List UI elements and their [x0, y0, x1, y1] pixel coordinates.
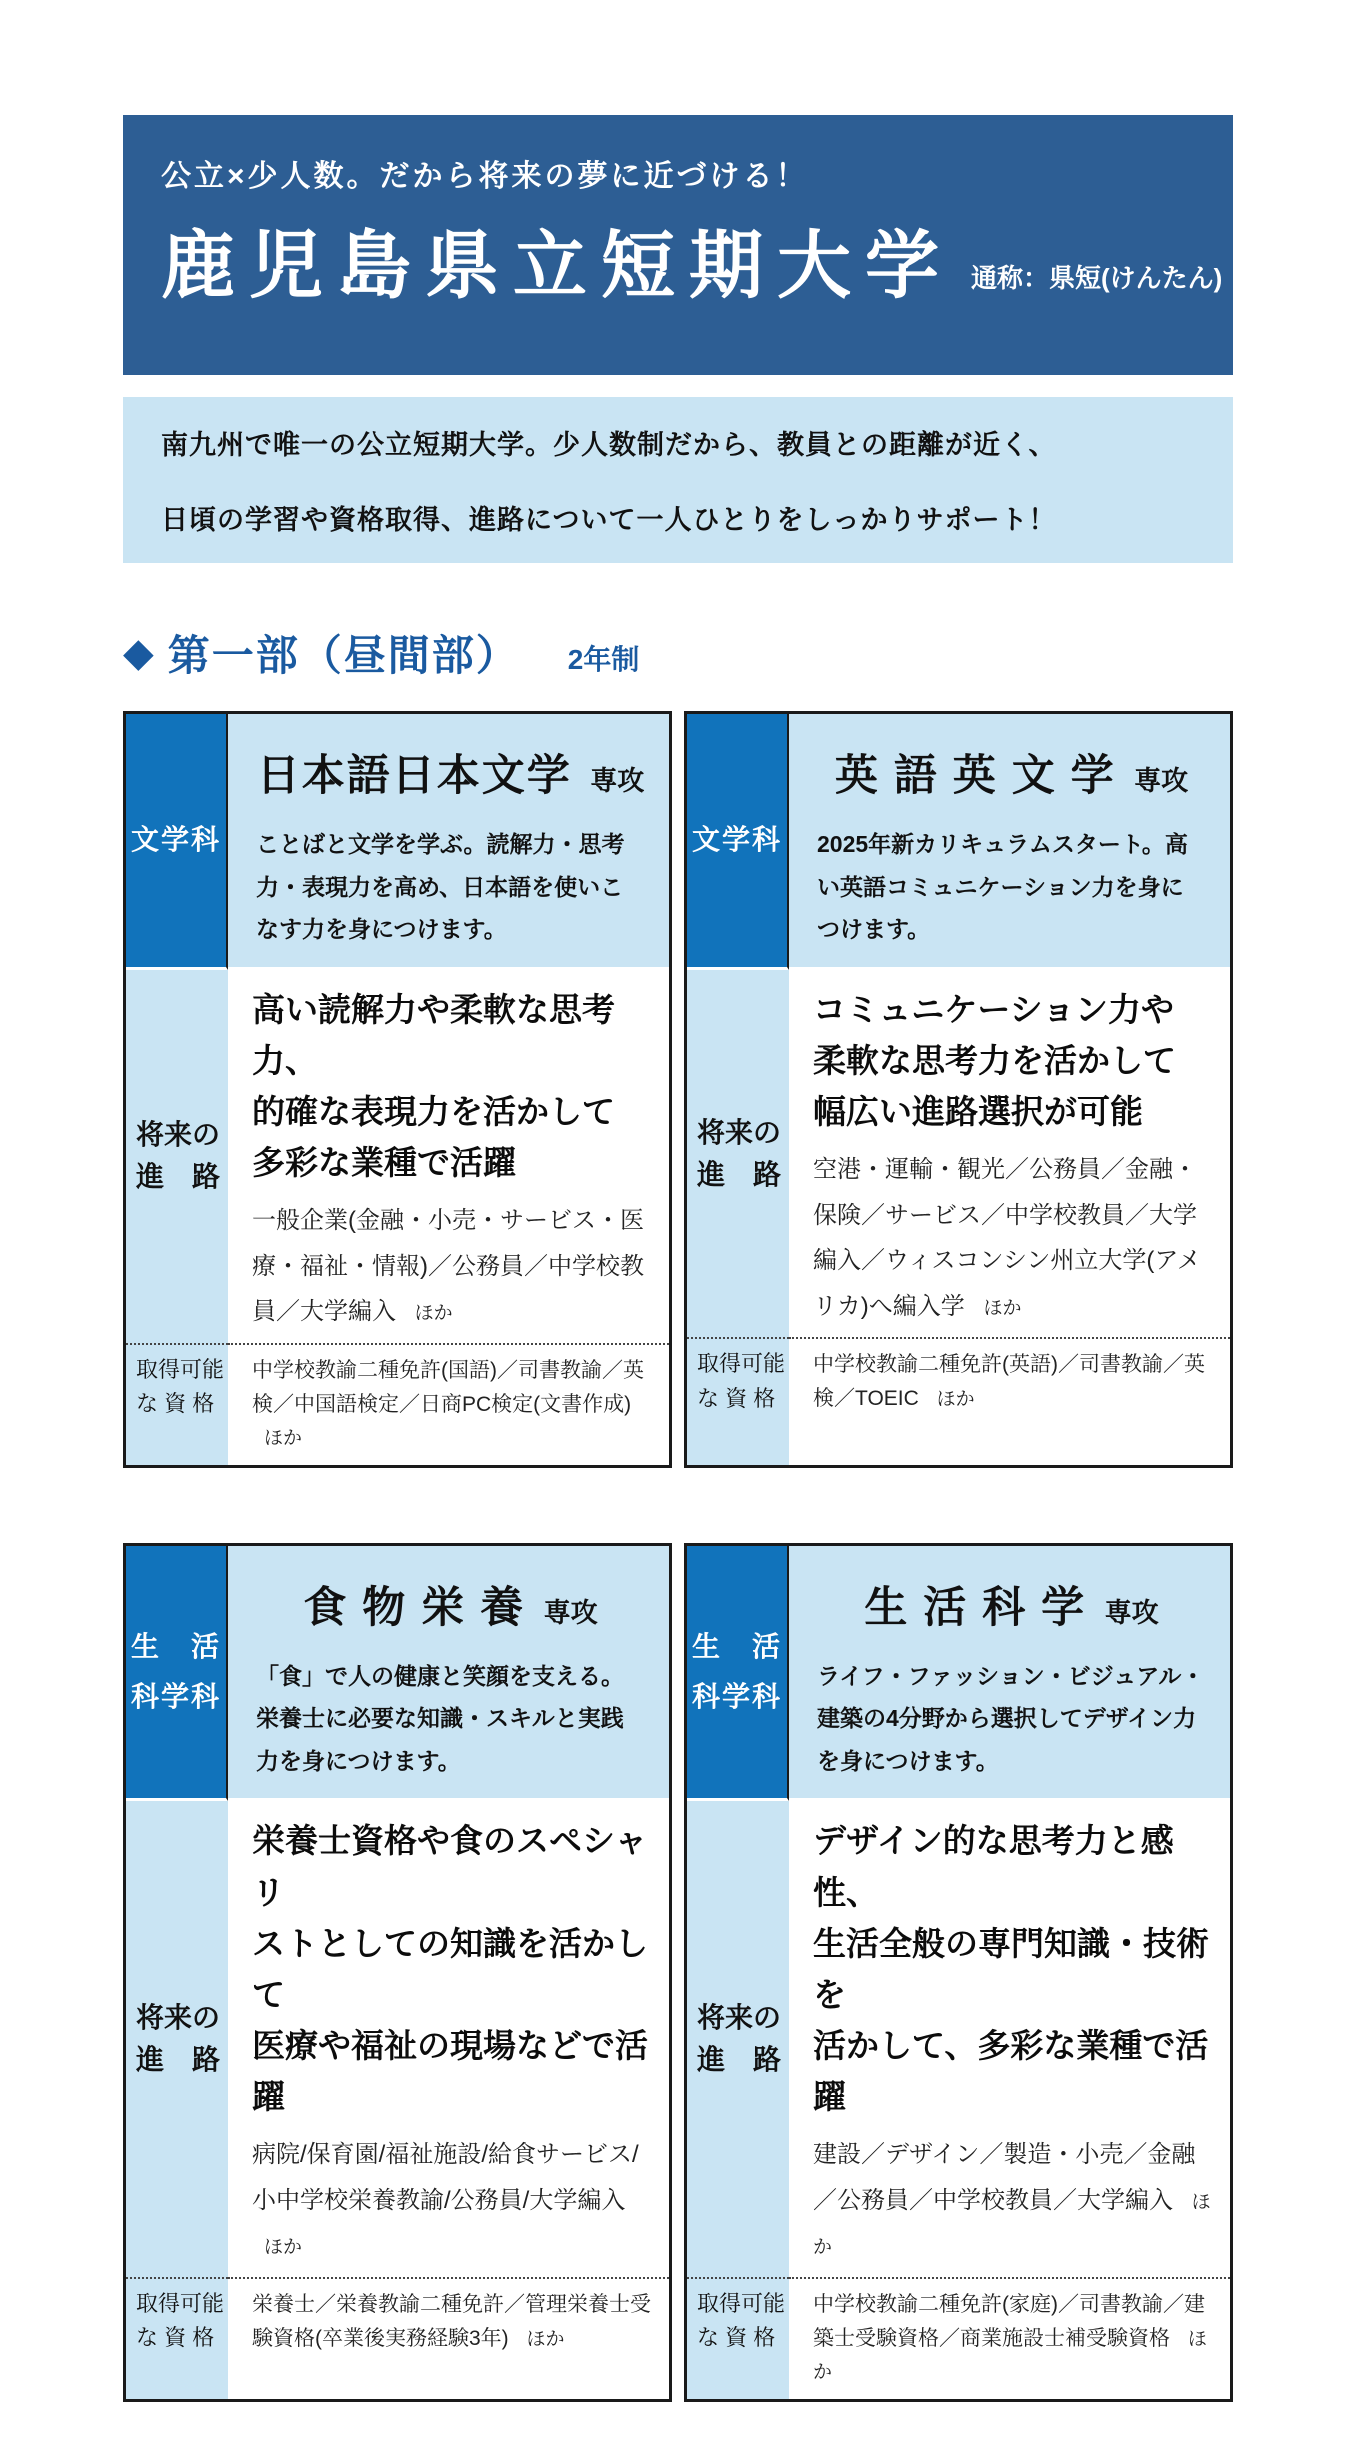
future-path-label-line: 進 路 — [136, 2044, 221, 2076]
program-card-food-nutrition — [123, 1543, 672, 2402]
qualifications-label-line: な 資 格 — [697, 2325, 776, 2351]
qualifications-label-line: な 資 格 — [136, 1391, 215, 1417]
intro-line-1: 南九州で唯一の公立短期大学。少人数制だから、教員との距離が近く、 — [161, 430, 1057, 460]
major-suffix: 専攻 — [1134, 766, 1189, 796]
major-title: 日本語日本文学 — [256, 752, 572, 800]
department-line: 科学科 — [130, 1681, 221, 1713]
etc-note: ほか — [983, 1297, 1022, 1319]
qualifications-label-line: 取得可能 — [136, 1356, 225, 1382]
future-path-label-line: 将来の — [136, 2002, 221, 2034]
department-line: 科学科 — [691, 1681, 782, 1713]
future-path-cell — [228, 1801, 669, 2277]
future-path-label-line: 進 路 — [136, 1161, 221, 1193]
major-description: ことばと文学を学ぶ。読解力・思考力・表現力を高め、日本語を使いこなす力を身につけます。 — [256, 831, 625, 943]
etc-note: ほか — [526, 2328, 565, 2350]
qualifications-cell: 中学校教諭二種免許(家庭)／司書教諭／建築士受験資格／商業施設士補受験資格 ほか — [789, 2277, 1230, 2399]
etc-note: ほか — [264, 2237, 303, 2259]
department-line: 生 活 — [691, 1630, 782, 1662]
department-line: 文学科 — [130, 824, 221, 856]
major-description: ライフ・ファッション・ビジュアル・建築の4分野から選択してデザイン力を身につけます。 — [817, 1662, 1205, 1774]
etc-note: ほか — [264, 1428, 303, 1450]
qualifications-cell: 栄養士／栄養教諭二種免許／管理栄養士受験資格(卒業後実務経験3年) ほか — [228, 2277, 669, 2399]
major-title: 生 活 科 学 — [864, 1583, 1087, 1632]
future-path-detail: 一般企業(金融・小売・サービス・医療・福祉・情報)／公務員／中学校教員／大学編入 ほか — [252, 1207, 644, 1326]
qualifications-label-line: 取得可能 — [136, 2291, 225, 2317]
major-title: 食 物 栄 養 — [303, 1583, 526, 1632]
qualifications-label — [687, 2277, 789, 2399]
future-path-cell — [789, 970, 1230, 1338]
future-path-cell — [789, 1801, 1230, 2277]
section-note: 2年制 — [567, 644, 640, 675]
major-header-cell — [789, 714, 1230, 970]
program-card-english — [684, 711, 1233, 1468]
qualifications-label-line: 取得可能 — [697, 1351, 786, 1377]
program-cards-grid — [123, 711, 1233, 2402]
qualifications-label-line: な 資 格 — [136, 2325, 215, 2351]
future-path-label — [126, 1801, 228, 2277]
school-alias: 通称：県短(けんたん) — [971, 262, 1223, 293]
major-header-cell — [228, 1546, 669, 1802]
future-path-label-line: 将来の — [697, 2002, 782, 2034]
major-title-row — [256, 742, 645, 803]
etc-note: ほか — [414, 1303, 453, 1325]
major-suffix: 専攻 — [543, 1597, 598, 1628]
program-card-japanese — [123, 711, 672, 1468]
intro-line-2: 日頃の学習や資格取得、進路について一人ひとりをしっかりサポート！ — [161, 505, 1057, 535]
qualifications-label — [687, 1337, 789, 1464]
department-label — [126, 1546, 228, 1802]
department-line: 文学科 — [691, 824, 782, 856]
future-path-label — [126, 970, 228, 1343]
section-title: 第一部（昼間部） — [167, 632, 520, 679]
qualifications-label-line: な 資 格 — [697, 1385, 776, 1411]
qualifications-label — [126, 1343, 228, 1465]
department-line: 生 活 — [130, 1630, 221, 1662]
future-path-detail: 建設／デザイン／製造・小売／金融／公務員／中学校教員／大学編入 ほか — [813, 2141, 1211, 2259]
qualifications-label — [126, 2277, 228, 2399]
department-label — [687, 714, 789, 970]
program-card-life-science — [684, 1543, 1233, 2402]
qualifications-cell: 中学校教諭二種免許(英語)／司書教諭／英検／TOEIC ほか — [789, 1337, 1230, 1464]
diamond-icon: ◆ — [123, 631, 154, 675]
major-header-cell — [789, 1546, 1230, 1802]
qualifications-label-line: 取得可能 — [697, 2291, 786, 2317]
future-path-label-line: 将来の — [136, 1119, 221, 1151]
future-path-label — [687, 970, 789, 1338]
major-header-cell — [228, 714, 669, 970]
major-description: 2025年新カリキュラムスタート。高い英語コミュニケーション力を身につけます。 — [817, 831, 1188, 943]
future-path-cell — [228, 970, 669, 1343]
major-suffix: 専攻 — [1104, 1597, 1159, 1628]
major-title-row — [817, 1574, 1206, 1635]
major-title-row — [817, 742, 1206, 803]
major-description: 「食」で人の健康と笑顔を支える。栄養士に必要な知識・スキルと実践力を身につけます。 — [256, 1662, 624, 1774]
school-name: 鹿児島県立短期大学 — [161, 224, 953, 307]
department-label — [126, 714, 228, 970]
future-path-headline: 栄養士資格や食のスペシャリ ストとしての知識を活かして 医療や福祉の現場などで活躍 — [252, 1822, 648, 2116]
etc-note: ほか — [936, 1389, 975, 1411]
section-heading — [123, 623, 1233, 683]
etc-note: ほか — [813, 2328, 1207, 2384]
major-title-row — [256, 1574, 645, 1635]
hero-tagline: 公立×少人数。だから将来の夢に近づける！ — [161, 160, 809, 193]
future-path-label-line: 将来の — [697, 1116, 782, 1148]
hero-banner — [123, 115, 1233, 375]
hero-title-row — [161, 224, 1223, 307]
future-path-label — [687, 1801, 789, 2277]
major-title: 英 語 英 文 学 — [834, 752, 1116, 800]
department-label — [687, 1546, 789, 1802]
intro-box — [123, 397, 1233, 563]
future-path-detail: 空港・運輸・観光／公務員／金融・保険／サービス／中学校教員／大学編入／ウィスコンシン州立大学(アメリカ)へ編入学 ほか — [813, 1156, 1201, 1320]
major-suffix: 専攻 — [590, 766, 645, 796]
etc-note: ほか — [813, 2191, 1211, 2259]
future-path-headline: コミュニケーション力や 柔軟な思考力を活かして 幅広い進路選択が可能 — [813, 990, 1176, 1130]
future-path-label-line: 進 路 — [697, 1158, 782, 1190]
qualifications-cell: 中学校教諭二種免許(国語)／司書教諭／英検／中国語検定／日商PC検定(文書作成) ほか — [228, 1343, 669, 1465]
future-path-detail: 病院/保育園/福祉施設/給食サービス/小中学校栄養教諭/公務員/大学編入 ほか — [252, 2141, 639, 2259]
future-path-label-line: 進 路 — [697, 2044, 782, 2076]
future-path-headline: デザイン的な思考力と感性、 生活全般の専門知識・技術を 活かして、多彩な業種で活躍 — [813, 1822, 1209, 2116]
future-path-headline: 高い読解力や柔軟な思考力、 的確な表現力を活かして 多彩な業種で活躍 — [252, 990, 615, 1182]
